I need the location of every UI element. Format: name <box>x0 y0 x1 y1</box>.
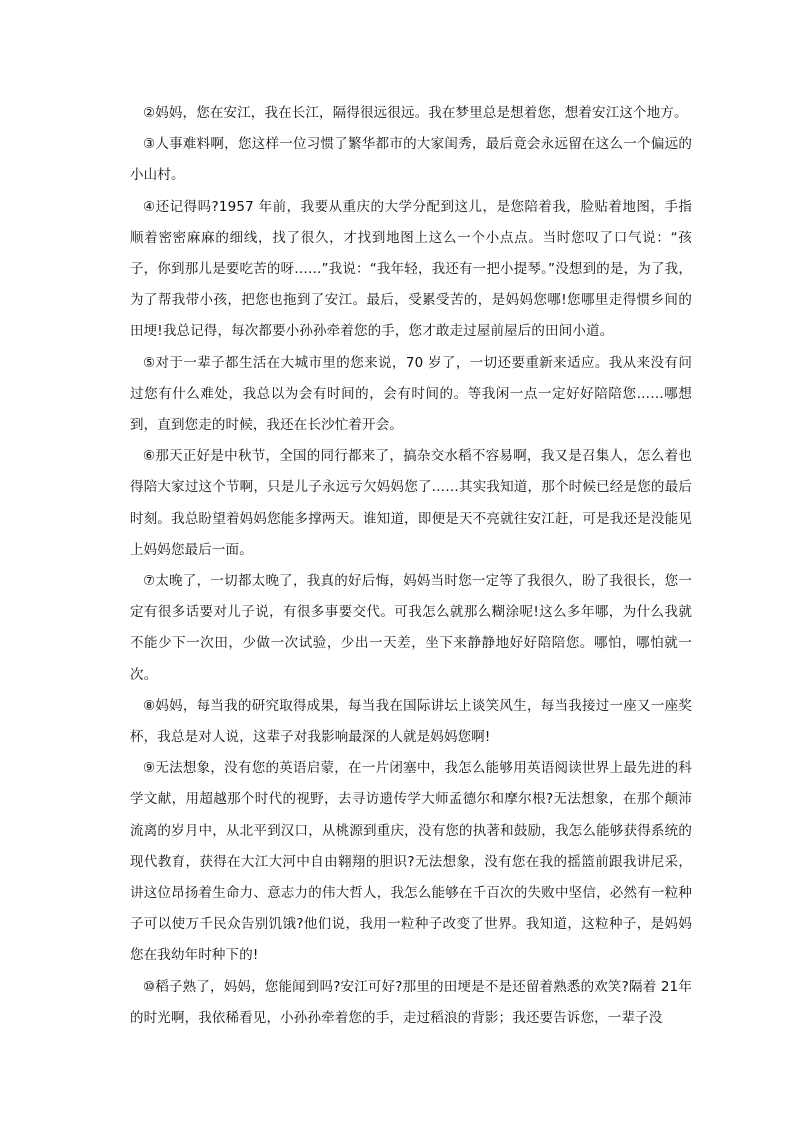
document-page <box>130 98 692 1034</box>
paragraph-10: ⑩稻子熟了，妈妈，您能闻到吗?安江可好?那里的田埂是不是还留着熟悉的欢笑?隔着 21年的时光啊，我依稀看见，小孙孙牵着您的手，走过稻浪的背影；我还要告诉您，一辈子没 <box>130 978 692 1026</box>
paragraph-9: ⑨无法想象，没有您的英语启蒙，在一片闭塞中，我怎么能够用英语阅读世界上最先进的科学文献，用超越那个时代的视野，去寻访遗传学大师孟德尔和摩尔根?无法想象，在那个颠沛流离的岁月中，从北平到汉口，从桃源到重庆，没有您的执著和鼓励，我怎么能够获得系统的现代教育，获得在大江大河中自由翱翔的胆识?无法想象，没有您在我的摇篮前跟我讲尼采，讲这位昂扬着生命力、意志力的伟大哲人，我怎么能够在千百次的失败中坚信，必然有一粒种子可以使万千民众告别饥饿?他们说，我用一粒种子改变了世界。我知道，这粒种子，是妈妈您在我幼年时种下的! <box>130 760 692 964</box>
paragraph-4: ④还记得吗?1957 年前，我要从重庆的大学分配到这儿，是您陪着我，脸贴着地图，手指顺着密密麻麻的细线，找了很久，才找到地图上这么一个小点点。当时您叹了口气说：“孩子，你到那儿是要吃苦的呀……”我说：“我年轻，我还有一把小提琴。”没想到的是，为了我，为了帮我带小孩，把您也拖到了安江。最后，受累受苦的，是妈妈您哪!您哪里走得惯乡间的田埂!我总记得，每次都要小孙孙牵着您的手，您才敢走过屋前屋后的田间小道。 <box>130 198 692 340</box>
paragraph-3: ③人事难料啊，您这样一位习惯了繁华都市的大家闺秀，最后竟会永远留在这么一个偏远的小山村。 <box>130 136 692 184</box>
paragraph-2: ②妈妈，您在安江，我在长江，隔得很远很远。我在梦里总是想着您，想着安江这个地方。 <box>143 105 688 121</box>
paragraph-5: ⑤对于一辈子都生活在大城市里的您来说，70 岁了，一切还要重新来适应。我从来没有问过您有什么难处，我总以为会有时间的，会有时间的。等我闲一点一定好好陪陪您……哪想到，直到您走的时候，我还在长沙忙着开会。 <box>130 354 692 434</box>
paragraph-6: ⑥那天正好是中秋节，全国的同行都来了，搞杂交水稻不容易啊，我又是召集人，怎么着也得陪大家过这个节啊，只是儿子永远亏欠妈妈您了……其实我知道，那个时候已经是您的最后时刻。我总盼望着妈妈您能多撑两天。谁知道，即便是天不亮就往安江赶，可是我还是没能见上妈妈您最后一面。 <box>130 448 692 558</box>
paragraph-8: ⑧妈妈，每当我的研究取得成果，每当我在国际讲坛上谈笑风生，每当我接过一座又一座奖杯，我总是对人说，这辈子对我影响最深的人就是妈妈您啊! <box>130 697 692 746</box>
paragraph-7: ⑦太晚了，一切都太晚了，我真的好后悔，妈妈当时您一定等了我很久，盼了我很长，您一定有很多话要对儿子说，有很多事要交代。可我怎么就那么糊涂呢!这么多年哪，为什么我就不能少下一次田，少做一次试验，少出一天差，坐下来静静地好好陪陪您。哪怕，哪怕就一次。 <box>130 573 692 683</box>
